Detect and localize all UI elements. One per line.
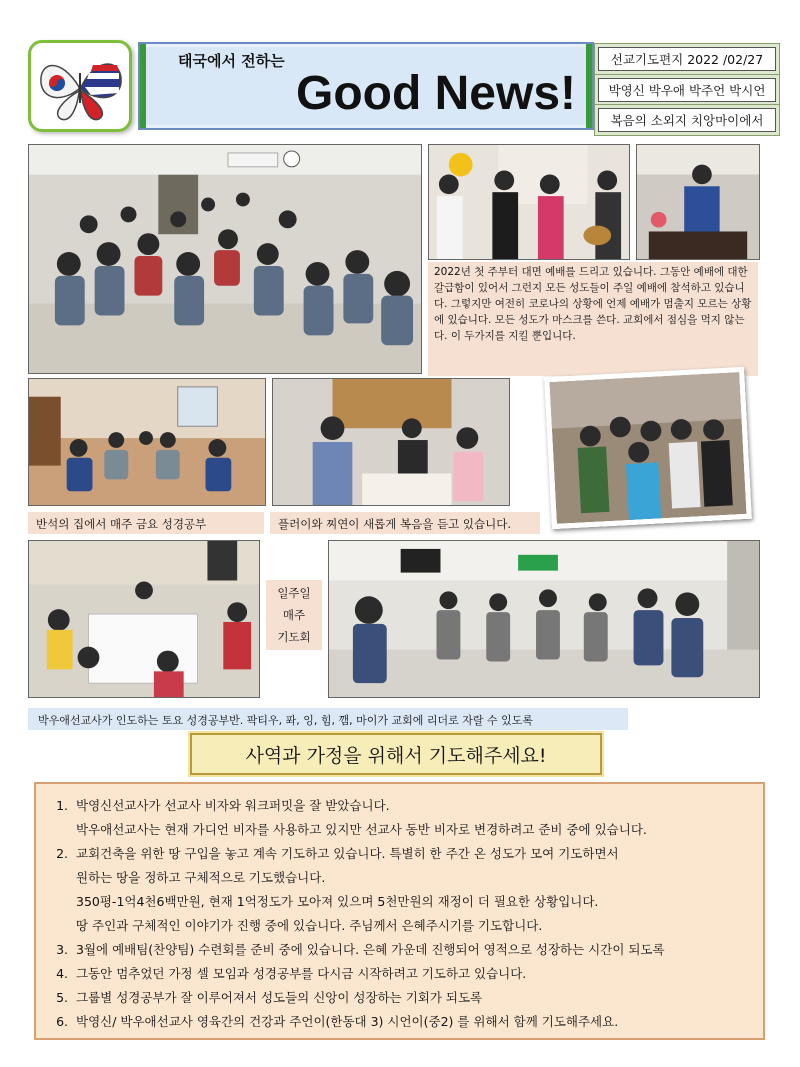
prayer-item-3: 3. 3월에 예배팀(찬양팀) 수련회를 준비 중에 있습니다. 은혜 가운데 진행되어 영적으로 성장하는 시간이 되도록	[56, 942, 665, 957]
prayer-item-2: 2. 교회건축을 위한 땅 구입을 놓고 계속 기도하고 있습니다. 특별히 한 주간 온 성도가 모여 기도하면서	[56, 846, 619, 861]
saturday-study-photo	[28, 540, 260, 698]
new-believers-photo	[272, 378, 510, 506]
letter-date: 선교기도편지 2022 /02/27	[598, 47, 776, 71]
location-tag: 복음의 소외지 치앙마이에서	[598, 108, 776, 132]
congregation-photo	[28, 144, 422, 374]
prayer-item-1: 1. 박영신선교사가 선교사 비자와 워크퍼밋을 잘 받았습니다.	[56, 798, 390, 813]
prayer-request-list	[34, 782, 765, 1040]
friday-bible-study-photo	[28, 378, 266, 506]
prayer-meeting-label-line3: 기도회	[277, 630, 311, 644]
prayer-item-4: 4. 그동안 멈추었던 가정 셀 모임과 성경공부를 다시금 시작하려고 기도하고 있습니다.	[56, 966, 527, 981]
youth-group-photo	[544, 367, 752, 529]
prayer-item-6: 6. 박영신/ 박우애선교사 영육간의 건강과 주언이(한동대 3) 시언이(중2) 를 위해서 함께 기도해주세요.	[56, 1014, 619, 1029]
gospel-caption: 플러이와 찌연이 새롭게 복음을 듣고 있습니다.	[270, 512, 540, 534]
logo	[28, 40, 132, 132]
family-members: 박영신 박우애 박주언 박시언	[598, 78, 776, 102]
friday-study-caption: 반석의 집에서 매주 금요 성경공부	[28, 512, 264, 534]
prayer-meeting-label-line2: 매주	[282, 608, 306, 622]
prayer-item-2-line4: 땅 주인과 구체적인 이야기가 진행 중에 있습니다. 주님께서 은혜주시기를 기도합니다.	[76, 918, 543, 933]
worship-team-photo	[428, 144, 630, 260]
saturday-study-caption: 박우애선교사가 인도하는 토요 성경공부반. 팍티우, 퐈, 잉, 힘, 깸, 마이가 교회에 리더로 자랄 수 있도록	[28, 708, 628, 730]
prayer-item-2-line3: 350평-1억4천6백만원, 현재 1억정도가 모아져 있으며 5천만원의 재정이 더 필요한 상황입니다.	[76, 894, 599, 909]
prayer-meeting-label-line1: 일주일	[277, 586, 311, 600]
preacher-photo	[636, 144, 760, 260]
prayer-item-2-line2: 원하는 땅을 정하고 구체적으로 기도했습니다.	[76, 870, 326, 885]
prayer-item-1-line2: 박우애선교사는 현재 가디언 비자를 사용하고 있지만 선교사 동반 비자로 변경하려고 준비 중에 있습니다.	[76, 822, 647, 837]
prayer-item-5: 5. 그룹별 성경공부가 잘 이루어져서 성도들의 신앙이 성장하는 기회가 되도록	[56, 990, 483, 1005]
butterfly-flags-icon	[31, 43, 129, 129]
newsletter-subtitle: 태국에서 전하는	[178, 52, 285, 70]
prayer-request-banner: 사역과 가정을 위해서 기도해주세요!	[190, 733, 602, 775]
sunday-worship-caption: 2022년 첫 주부터 대면 예배를 드리고 있습니다. 그동안 예배에 대한 갈급함이 있어서 그런지 모든 성도들이 주일 예배에 참석하고 있습니다. 그렇지만 여전히 코로나의 상황에 언제 예배가 멈출지 모르는 상황에 있습니다. 모든 성도가 마스크를 쓴다. 교회에서 점심을 먹지 않는다. 이 두가지를 지킬 뿐입니다.	[428, 262, 758, 376]
weekly-prayer-meeting-photo	[328, 540, 760, 698]
newsletter-title: Good News!	[296, 67, 577, 120]
prayer-meeting-label	[266, 580, 322, 650]
